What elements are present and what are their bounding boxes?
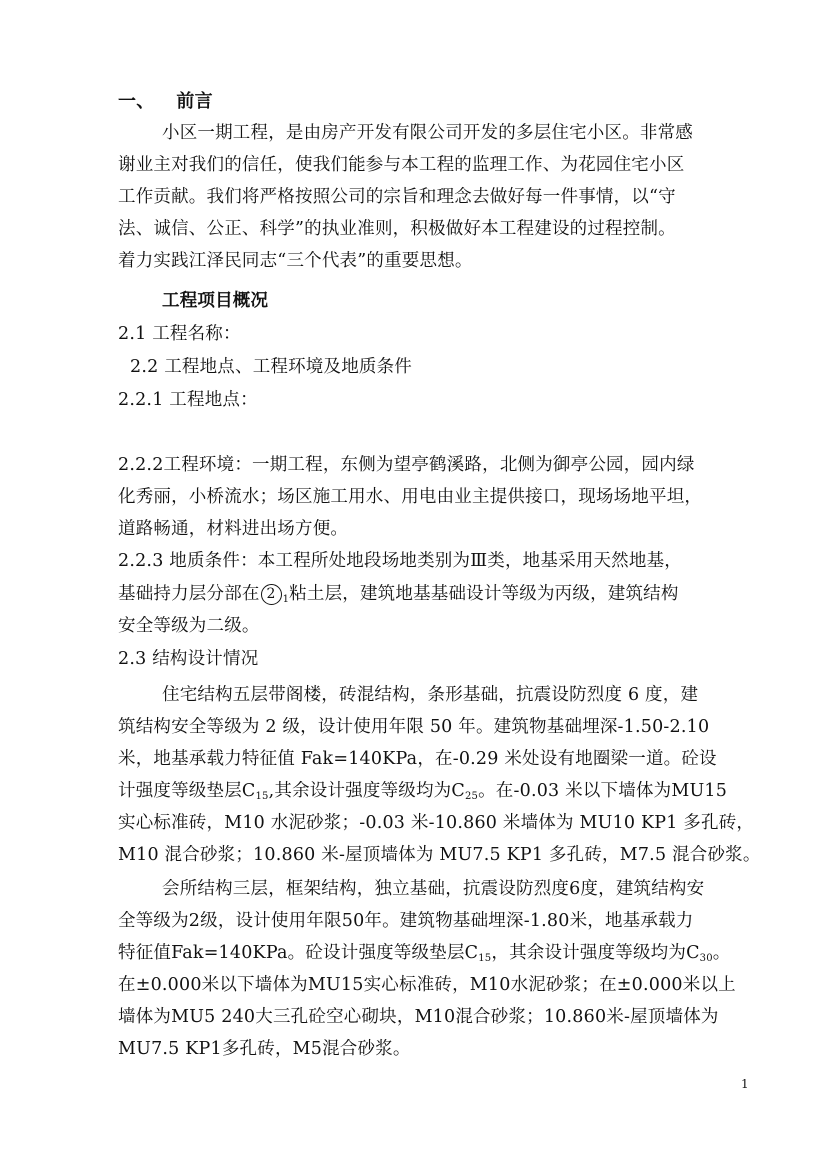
paragraph-line: 计强度等级垫层$C_{15}$,其余设计强度等级均为$C_{25}$。在-0.03 米以下墙体为MU15 (118, 781, 728, 802)
paragraph-line: 谢业主对我们的信任，使我们能参与本工程的监理工作、为花园住宅小区 (118, 155, 685, 175)
section-title: 前言 (176, 91, 213, 112)
paragraph-line: MU7.5 KP1多孔砖，M5混合砂浆。 (118, 1039, 411, 1059)
item-line: 2.2.3 地质条件：本工程所处地段场地类别为Ⅲ类，地基采用天然地基， (118, 551, 682, 571)
paragraph-line: 着力实践江泽民同志“三个代表”的重要思想。 (118, 251, 473, 271)
subscript: 30 (699, 953, 713, 964)
paragraph-line: 墙体为MU5 240大三孔砼空心砌块，M10混合砂浆；10.860米-屋顶墙体为 (118, 1007, 719, 1027)
paragraph-line: 筑结构安全等级为 2 级，设计使用年限 50 年。建筑物基础埋深-1.50-2.10 (118, 717, 710, 737)
subheading: 工程项目概况 (162, 291, 269, 311)
paragraph-line: 会所结构三层，框架结构，独立基础，抗震设防烈度6度，建筑结构安 (162, 879, 705, 899)
paragraph-line: 住宅结构五层带阁楼，砖混结构，条形基础，抗震设防烈度 6 度，建 (162, 685, 699, 705)
item-line: 2.3 结构设计情况 (118, 649, 259, 669)
item-line: 化秀丽，小桥流水；场区施工用水、用电由业主提供接口，现场场地平坦， (118, 487, 703, 507)
paragraph-line: 全等级为2级，设计使用年限50年。建筑物基础埋深-1.80米，地基承载力 (118, 911, 694, 931)
item-line: 2.1 工程名称： (118, 324, 241, 344)
section-heading (118, 86, 213, 118)
paragraph-line: 法、诚信、公正、科学”的执业准则，积极做好本工程建设的过程控制。 (118, 219, 676, 239)
item-line: 道路畅通，材料进出场方便。 (118, 519, 349, 539)
item-line: 2.2 工程地点、工程环境及地质条件 (130, 357, 412, 377)
subscript: 25 (464, 791, 479, 802)
paragraph-line: 实心标准砖，M10 水泥砂浆；-0.03 米-10.860 米墙体为 MU10 KP1 多孔砖， (118, 813, 755, 833)
paragraph-line: 在±0.000米以下墙体为MU15实心标准砖，M10水泥砂浆；在±0.000米以上 (118, 975, 736, 995)
item-line: 2.2.1 工程地点： (118, 390, 258, 410)
section-number: 一、 (118, 91, 155, 112)
subscript: 15 (478, 953, 492, 964)
page-number: 1 (741, 1077, 749, 1091)
subscript: 1 (282, 594, 290, 605)
subscript: 15 (255, 791, 269, 802)
paragraph-line: 特征值Fak=140KPa。砼设计强度等级垫层$C_{15}$，其余设计强度等级均为$C_{30}$。 (118, 943, 731, 964)
item-line: 基础持力层分部在 2 $_1$粘土层，建筑地基基础设计等级为丙级，建筑结构 (118, 584, 679, 605)
item-line: 安全等级为二级。 (118, 616, 260, 636)
paragraph-line: 工作贡献。我们将严格按照公司的宗旨和理念去做好每一件事情，以“守 (118, 187, 676, 207)
paragraph-line: M10 混合砂浆；10.860 米-屋顶墙体为 MU7.5 KP1 多孔砖，M7.5 混合砂浆。 (118, 845, 761, 865)
item-line: 2.2.2工程环境：一期工程，东侧为望亭鹤溪路，北侧为御亭公园，园内绿 (118, 455, 695, 475)
circled-number: 2 (261, 584, 282, 605)
paragraph-line: 米，地基承载力特征值 Fak=140KPa，在-0.29 米处设有地圈梁一道。砼设 (118, 749, 717, 769)
paragraph-line: 小区一期工程，是由房产开发有限公司开发的多层住宅小区。非常感 (162, 123, 693, 143)
